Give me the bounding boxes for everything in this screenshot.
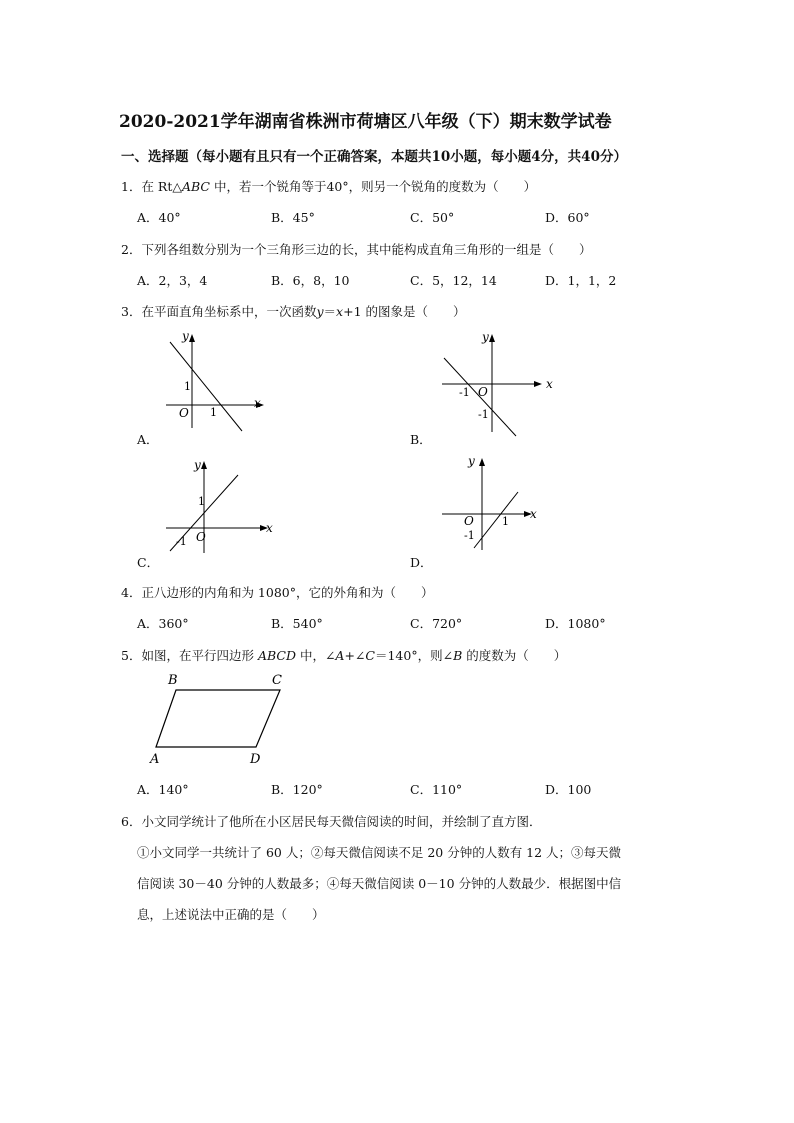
origin-label: O: [196, 530, 206, 544]
y-label: y: [194, 458, 201, 472]
option-d: D．1，1，2: [545, 273, 617, 288]
vertex-b-label: B: [168, 673, 178, 688]
option-a: A．2，3，4: [137, 273, 208, 288]
origin-label: O: [478, 385, 488, 399]
option-a: A．40°: [137, 210, 181, 225]
question-5: 5．如图，在平行四边形 ABCD 中，∠A+∠C＝140°，则∠B 的度数为（ ）: [121, 648, 567, 663]
question-number: 5．: [121, 648, 142, 663]
x-label: x: [546, 377, 553, 391]
question-4: 4．正八边形的内角和为 1080°，它的外角和为（ ）: [121, 585, 434, 600]
option-b: B．6，8，10: [271, 273, 350, 288]
x-label: x: [530, 507, 537, 521]
parallelogram-abcd: [156, 690, 280, 747]
graph-option-b: [436, 328, 556, 438]
x-axis-arrow-icon: [534, 381, 542, 387]
tick-label: 1: [184, 380, 191, 393]
question-number: 3．: [121, 304, 142, 319]
graph-option-c: [160, 455, 280, 555]
question-number: 1．: [121, 179, 142, 194]
option-b: B．120°: [271, 782, 323, 797]
question-number: 6．: [121, 814, 142, 829]
origin-label: O: [179, 406, 189, 420]
graph-option-d: [436, 452, 546, 552]
option-d: D．1080°: [545, 616, 606, 631]
statement-line: 信阅读 30－40 分钟的人数最多；④每天微信阅读 0－10 分钟的人数最少．根据图中信: [137, 876, 622, 891]
tick-label: -1: [176, 535, 187, 548]
page-title: 2020-2021学年湖南省株洲市荷塘区八年级（下）期末数学试卷: [119, 112, 612, 132]
option-d: D．100: [545, 782, 592, 797]
statement-line: ①小文同学一共统计了 60 人；②每天微信阅读不足 20 分钟的人数有 12 人；③每天微: [137, 845, 622, 860]
function-line: [474, 492, 518, 548]
graph-option-a: [160, 328, 270, 433]
statement-line: 息，上述说法中正确的是（ ）: [137, 907, 325, 922]
x-label: x: [266, 521, 273, 535]
y-axis-arrow-icon: [201, 461, 207, 469]
question-3: 3．在平面直角坐标系中，一次函数y＝x+1 的图象是（ ）: [121, 304, 466, 319]
parallelogram-figure: [146, 670, 296, 770]
option-b: B．540°: [271, 616, 323, 631]
option-a: A．360°: [137, 616, 189, 631]
option-d: D．: [410, 555, 433, 570]
tick-label: 1: [502, 515, 509, 528]
option-c: C．: [137, 555, 160, 570]
y-label: y: [482, 330, 489, 344]
question-1: 1．在 Rt△ABC 中，若一个锐角等于40°，则另一个锐角的度数为（ ）: [121, 179, 537, 194]
y-label: y: [468, 454, 475, 468]
tick-label: 1: [210, 406, 217, 419]
option-c: C．5，12，14: [410, 273, 497, 288]
section-heading: 一、选择题（每小题有且只有一个正确答案，本题共10小题，每小题4分，共40分）: [121, 149, 627, 165]
tick-label: -1: [459, 386, 470, 399]
vertex-c-label: C: [272, 673, 282, 688]
y-axis-arrow-icon: [489, 334, 495, 342]
y-axis-arrow-icon: [189, 334, 195, 342]
option-a: A．140°: [137, 782, 189, 797]
tick-label: -1: [478, 408, 489, 421]
vertex-a-label: A: [150, 752, 160, 767]
y-axis-arrow-icon: [479, 458, 485, 466]
tick-label: 1: [198, 495, 205, 508]
y-label: y: [182, 329, 189, 343]
option-b: B．45°: [271, 210, 315, 225]
question-6: 6．小文同学统计了他所在小区居民每天微信阅读的时间，并绘制了直方图．: [121, 814, 542, 829]
option-c: C．50°: [410, 210, 455, 225]
option-a: A．: [137, 432, 159, 447]
option-b: B．: [410, 432, 432, 447]
tick-label: -1: [464, 529, 475, 542]
question-number: 4．: [121, 585, 142, 600]
origin-label: O: [464, 514, 474, 528]
question-number: 2．: [121, 242, 142, 257]
vertex-d-label: D: [250, 752, 261, 767]
option-d: D．60°: [545, 210, 590, 225]
option-c: C．720°: [410, 616, 463, 631]
x-label: x: [254, 396, 261, 410]
question-2: 2．下列各组数分别为一个三角形三边的长，其中能构成直角三角形的一组是（ ）: [121, 242, 592, 257]
option-c: C．110°: [410, 782, 463, 797]
